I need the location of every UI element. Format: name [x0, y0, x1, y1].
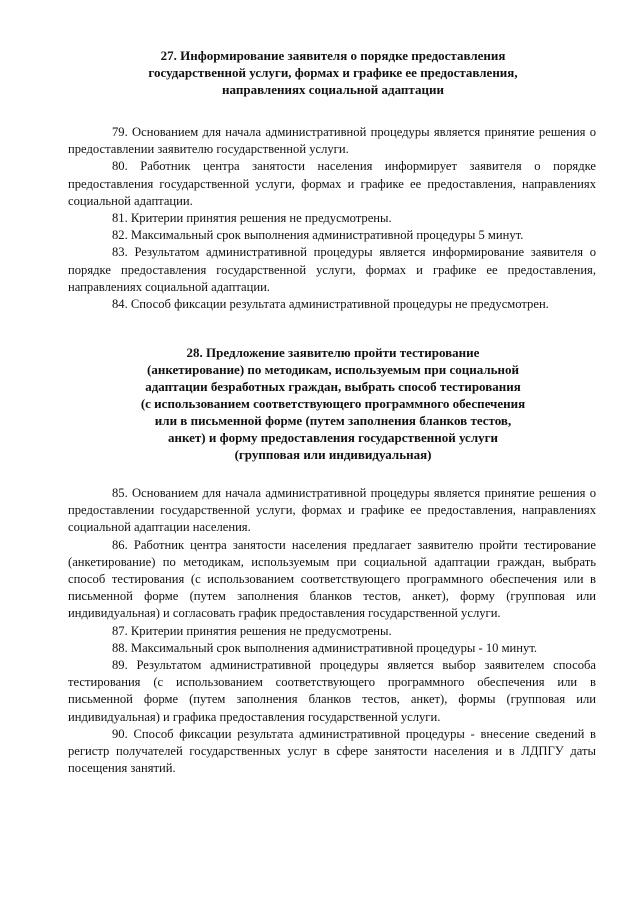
section-28-heading [70, 344, 596, 463]
heading-line: (с использованием соответствующего программного обеспечения [140, 396, 526, 411]
heading-line: 28. Предложение заявителю пройти тестирование [186, 345, 480, 360]
heading-line: направлениях социальной адаптации [222, 82, 444, 97]
heading-line: 27. Информирование заявителя о порядке предоставления [160, 48, 506, 63]
paragraph-89: 89. Результатом административной процедуры является выбор заявителем способа тестирования (с использованием соответствующего программного обеспечения или в письменной форме (путем заполнения бланков тестов, анкет), формы (групповая или индивидуальная) и графика предоставления государственной услуги. [68, 658, 596, 724]
paragraph-85: 85. Основанием для начала административной процедуры является принятие решения о предоставлении государственной услуги, формах и графике ее предоставления, направлениях социальной адаптации населения. [68, 486, 596, 535]
heading-line: государственной услуги, формах и графике ее предоставления, [148, 65, 518, 80]
heading-line: (анкетирование) по методикам, используемым при социальной [147, 362, 519, 377]
section-27-body [68, 124, 596, 313]
paragraph-82: 82. Максимальный срок выполнения административной процедуры 5 минут. [112, 228, 524, 243]
paragraph-88: 88. Максимальный срок выполнения административной процедуры - 10 минут. [112, 640, 538, 655]
paragraph-90: 90. Способ фиксации результата административной процедуры - внесение сведений в регистр получателей государственных услуг в сфере занятости населения и в ЛДПГУ даты посещения занятий. [68, 726, 596, 776]
paragraph-79: 79. Основанием для начала административной процедуры является принятие решения о предоставлении заявителю государственной услуги. [68, 125, 596, 157]
heading-line: (групповая или индивидуальная) [234, 447, 432, 462]
heading-line: анкет) и форму предоставления государственной услуги [167, 430, 499, 445]
section-27-heading [70, 47, 596, 98]
section-28-body [68, 485, 596, 777]
paragraph-80: 80. Работник центра занятости населения информирует заявителя о порядке предоставления государственной услуги, формах и графике ее предоставления, направлениях социальной адаптации. [68, 159, 596, 208]
heading-line: или в письменной форме (путем заполнения бланков тестов, [154, 413, 512, 428]
paragraph-87: 87. Критерии принятия решения не предусмотрены. [112, 623, 392, 638]
paragraph-83: 83. Результатом административной процедуры является информирование заявителя о порядке предоставления государственной услуги, формах и графике ее предоставления, направлениях социальной адаптации. [68, 245, 596, 294]
paragraph-81: 81. Критерии принятия решения не предусмотрены. [112, 211, 392, 226]
paragraph-86: 86. Работник центра занятости населения предлагает заявителю пройти тестирование (анкетирование) по методикам, используемым при социальной адаптации граждан, выбрать способ тестирования (с использованием соответствующего программного обеспечения или в письменной форме (путем заполнения бланков тестов, анкет), форму (групповая или индивидуальная) и согласовать график предоставления государственной услуги. [68, 537, 596, 621]
paragraph-84: 84. Способ фиксации результата административной процедуры не предусмотрен. [112, 297, 549, 312]
heading-line: адаптации безработных граждан, выбрать способ тестирования [145, 379, 521, 394]
